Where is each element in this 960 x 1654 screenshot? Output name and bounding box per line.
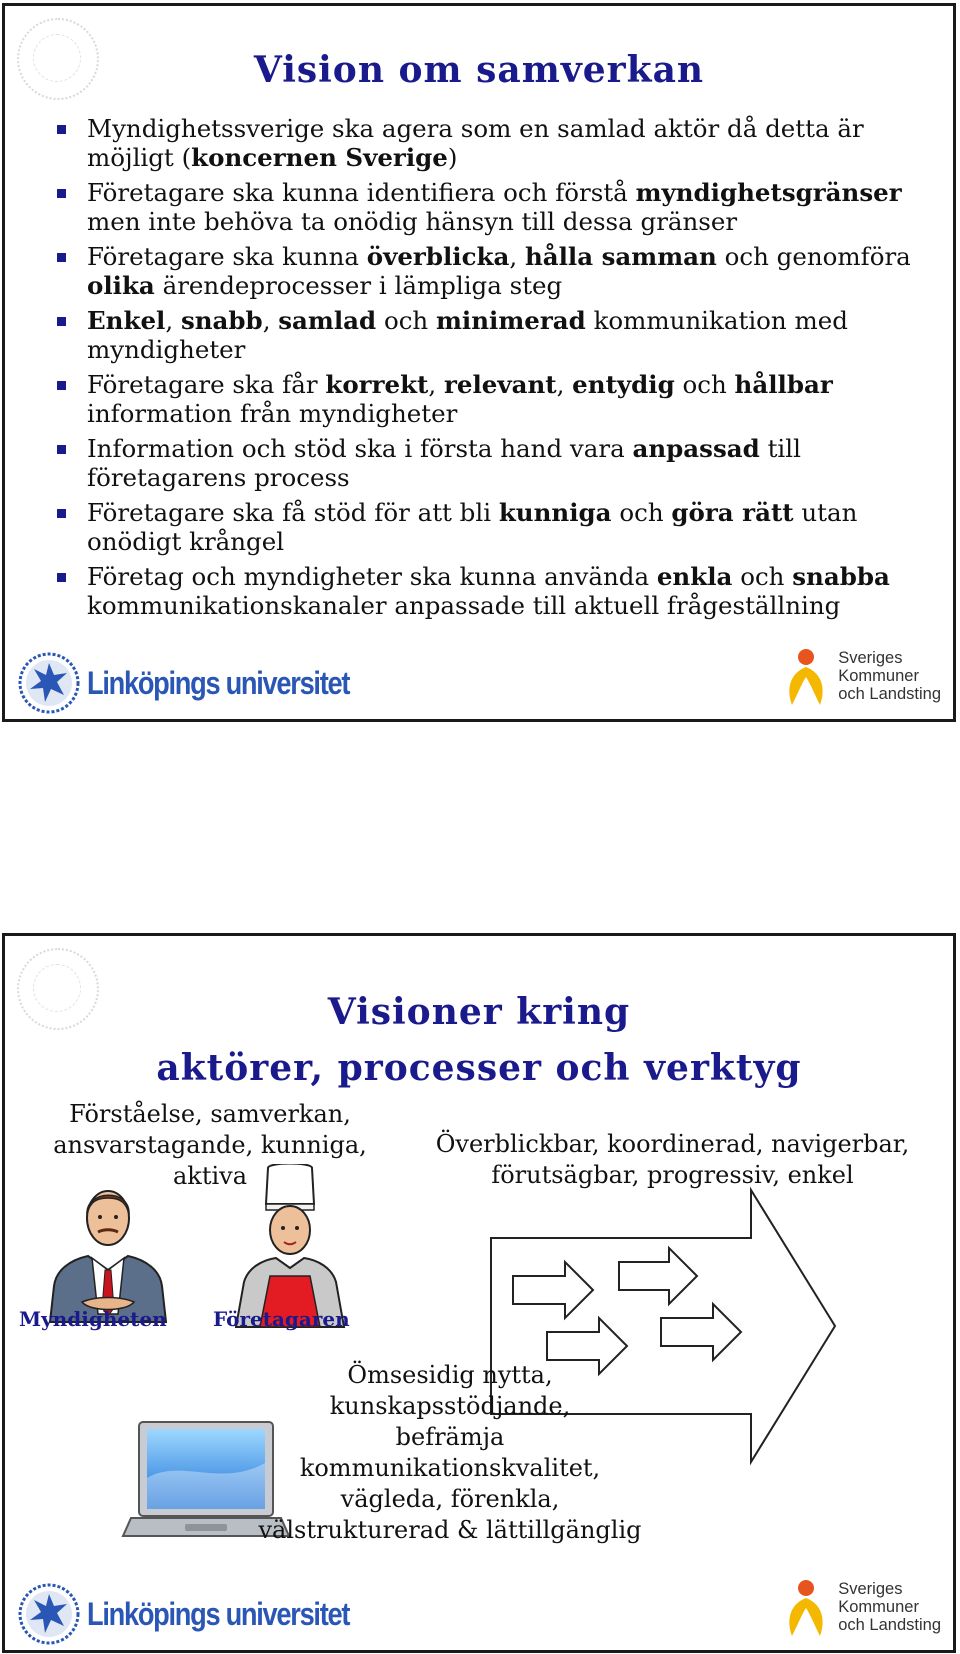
bullet-text: Information och stöd ska i första hand vara	[87, 434, 633, 463]
liu-emblem-icon	[17, 651, 81, 715]
tool-caption-line: välstrukturerad & lättillgänglig	[258, 1516, 642, 1544]
actors-caption: Förståelse, samverkan, ansvarstagande, kunniga, aktiva	[53, 1100, 367, 1190]
bullet-item	[50, 242, 940, 300]
bullet-text: )	[447, 143, 458, 172]
bullet-text: och	[732, 562, 793, 591]
slide-title: Vision om samverkan	[253, 49, 705, 91]
liu-logo	[17, 1582, 395, 1646]
label-foretagaren: Företagaren	[213, 1307, 350, 1331]
bullet-item	[50, 114, 940, 172]
skl-line: och Landsting	[838, 1616, 941, 1634]
bullet-text: kommunikation med myndigheter	[87, 306, 848, 364]
skl-line: Sveriges	[838, 1580, 903, 1598]
tool-caption-line: kunskapsstödjande,	[329, 1392, 571, 1420]
bullet-text: ,	[428, 370, 444, 399]
bullet-list	[50, 114, 940, 626]
bullet-emphasis: entydig	[572, 370, 675, 399]
tool-caption-line: vägleda, förenkla,	[340, 1485, 560, 1513]
bullet-text: Företagare ska får	[87, 370, 326, 399]
bullet-emphasis: samlad	[278, 306, 377, 335]
bullet-text: men inte behöva ta onödig hänsyn till dessa gränser	[87, 207, 738, 236]
bullet-text: Företagare ska få stöd för att bli	[87, 498, 499, 527]
tool-caption	[255, 1360, 645, 1546]
bullet-item	[50, 434, 940, 492]
slide-visioner-kring	[2, 933, 956, 1653]
bullet-item	[50, 498, 940, 556]
bullet-text: ,	[262, 306, 279, 335]
bullet-item	[50, 178, 940, 236]
skl-line: Sveriges	[838, 649, 903, 667]
bullet-item	[50, 562, 940, 620]
title-line: Visioner kring	[327, 991, 631, 1033]
bullet-text: ärendeprocesser i lämpliga steg	[154, 271, 563, 300]
bullet-emphasis: relevant	[443, 370, 557, 399]
label-myndigheten: Myndigheten	[19, 1307, 167, 1331]
slide-title	[5, 984, 953, 1096]
bullet-text: och	[376, 306, 436, 335]
tool-caption-line: Ömsesidig nytta,	[347, 1361, 553, 1389]
bullet-emphasis: olika	[87, 271, 155, 300]
bullet-emphasis: snabb	[180, 306, 263, 335]
liu-logo	[17, 651, 395, 715]
bullet-text: ,	[556, 370, 573, 399]
entrepreneur-figure	[230, 1164, 350, 1329]
bullet-text: och genomföra	[716, 242, 911, 271]
bullet-text: information från myndigheter	[87, 399, 458, 428]
bullet-emphasis: hållbar	[734, 370, 833, 399]
bullet-text: kommunikationskanaler anpassade till aktuell frågeställning	[87, 591, 841, 620]
skl-logo	[780, 643, 941, 709]
bullet-emphasis: snabba	[792, 562, 890, 591]
bullet-text: och	[611, 498, 672, 527]
bullet-text: Företag och myndigheter ska kunna använda	[87, 562, 657, 591]
bullet-emphasis: Enkel	[87, 306, 166, 335]
slide-vision-om-samverkan	[2, 3, 956, 722]
bullet-emphasis: göra rätt	[671, 498, 794, 527]
bullet-emphasis: anpassad	[632, 434, 760, 463]
tool-caption-line: befrämja	[395, 1423, 505, 1451]
bullet-item	[50, 370, 940, 428]
skl-wordmark	[838, 1580, 941, 1634]
bullet-emphasis: korrekt	[325, 370, 429, 399]
bullet-emphasis: kunniga	[498, 498, 612, 527]
skl-logo	[780, 1574, 941, 1640]
liu-wordmark: Linköpings universitet	[87, 664, 350, 701]
skl-line: Kommuner	[838, 1598, 919, 1616]
businessman-figure	[40, 1174, 175, 1324]
bullet-text: ,	[509, 242, 525, 271]
skl-line: Kommuner	[838, 667, 919, 685]
skl-line: och Landsting	[838, 685, 941, 703]
bullet-text: utan onödigt krångel	[87, 498, 858, 556]
bullet-emphasis: hålla samman	[524, 242, 717, 271]
bullet-text: och	[674, 370, 735, 399]
skl-wordmark	[838, 649, 941, 703]
liu-wordmark: Linköpings universitet	[87, 1595, 350, 1632]
bullet-emphasis: minimerad	[436, 306, 586, 335]
skl-emblem-icon	[780, 1574, 832, 1640]
process-caption: Överblickbar, koordinerad, navigerbar, förutsägbar, progressiv, enkel	[435, 1130, 910, 1189]
bullet-emphasis: myndighetsgränser	[635, 178, 902, 207]
skl-emblem-icon	[780, 643, 832, 709]
liu-emblem-icon	[17, 1582, 81, 1646]
bullet-item	[50, 306, 940, 364]
bullet-text: Myndighetssverige ska agera som en samlad aktör då detta är möjligt (	[87, 114, 864, 172]
bullet-emphasis: överblicka	[366, 242, 510, 271]
title-line: aktörer, processer och verktyg	[156, 1047, 802, 1089]
bullet-emphasis: koncernen Sverige	[191, 143, 448, 172]
bullet-text: Företagare ska kunna	[87, 242, 367, 271]
tool-caption-line: kommunikationskvalitet,	[299, 1454, 601, 1482]
bullet-emphasis: enkla	[656, 562, 733, 591]
bullet-text: Företagare ska kunna identifiera och förstå	[87, 178, 636, 207]
bullet-text: till företagarens process	[87, 434, 801, 492]
bullet-text: ,	[165, 306, 181, 335]
